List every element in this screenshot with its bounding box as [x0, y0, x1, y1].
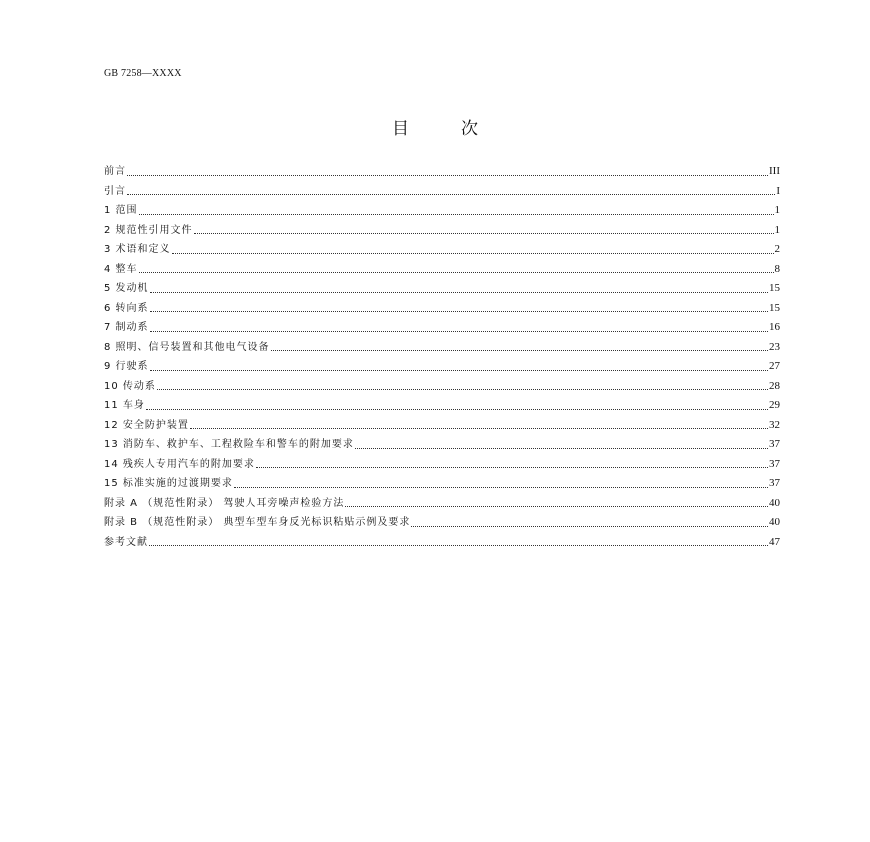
- toc-entry-page: 1: [774, 204, 780, 216]
- toc-leader-dots: [271, 350, 768, 351]
- toc-leader-dots: [146, 409, 768, 410]
- toc-entry[interactable]: [104, 240, 780, 260]
- toc-leader-dots: [150, 370, 768, 371]
- toc-entry-label: 参考文献: [104, 536, 148, 548]
- toc-entry[interactable]: [104, 162, 780, 182]
- toc-leader-dots: [157, 389, 768, 390]
- toc-entry-page: 23: [769, 340, 780, 353]
- toc-entry-page: 8: [774, 262, 780, 275]
- toc-entry-page: 2: [774, 243, 780, 255]
- toc-entry-page: 37: [769, 438, 780, 450]
- toc-leader-dots: [150, 292, 768, 293]
- toc-entry[interactable]: [104, 260, 780, 280]
- toc-entry[interactable]: [104, 513, 780, 533]
- toc-entry[interactable]: [104, 455, 780, 475]
- toc-entry-page: 16: [769, 321, 780, 333]
- toc-leader-dots: [411, 526, 768, 527]
- toc-entry-label: 1 范围: [104, 205, 138, 216]
- toc-entry[interactable]: [104, 338, 780, 358]
- table-of-contents: [104, 162, 780, 552]
- toc-entry-page: 15: [769, 282, 780, 294]
- toc-entry-label: 11 车身: [104, 400, 145, 411]
- toc-leader-dots: [150, 311, 768, 312]
- toc-leader-dots: [355, 448, 768, 449]
- toc-leader-dots: [127, 175, 768, 176]
- toc-entry-label: 引言: [104, 185, 126, 197]
- toc-entry-label: 附录 B （规范性附录） 典型车型车身反光标识粘贴示例及要求: [104, 517, 411, 528]
- toc-entry-label: 8 照明、信号装置和其他电气设备: [104, 341, 270, 353]
- toc-entry-page: I: [776, 184, 780, 197]
- toc-entry-label: 9 行驶系: [104, 361, 149, 372]
- toc-leader-dots: [345, 506, 768, 507]
- toc-entry-label: 附录 A （规范性附录） 驾驶人耳旁噪声检验方法: [104, 497, 345, 509]
- toc-entry[interactable]: [104, 533, 780, 553]
- toc-leader-dots: [150, 331, 768, 332]
- toc-entry[interactable]: [104, 299, 780, 319]
- toc-leader-dots: [127, 194, 775, 195]
- toc-entry-page: 27: [769, 360, 780, 372]
- toc-entry-label: 13 消防车、救护车、工程救险车和警车的附加要求: [104, 439, 354, 450]
- toc-entry-label: 7 制动系: [104, 322, 149, 333]
- toc-entry-label: 前言: [104, 166, 126, 177]
- toc-leader-dots: [149, 545, 768, 546]
- toc-entry-label: 4 整车: [104, 263, 138, 275]
- toc-leader-dots: [139, 214, 774, 215]
- toc-title-char-2: 次: [461, 119, 478, 139]
- toc-leader-dots: [139, 272, 774, 273]
- toc-entry-label: 2 规范性引用文件: [104, 224, 193, 236]
- toc-entry[interactable]: [104, 318, 780, 338]
- toc-entry[interactable]: [104, 377, 780, 397]
- toc-entry-label: 3 术语和定义: [104, 244, 171, 255]
- toc-entry[interactable]: [104, 396, 780, 416]
- toc-entry-page: 1: [774, 223, 780, 236]
- toc-entry-page: 29: [769, 399, 780, 411]
- toc-entry-page: III: [769, 165, 780, 177]
- toc-entry-label: 12 安全防护装置: [104, 419, 189, 431]
- toc-leader-dots: [234, 487, 768, 488]
- toc-entry[interactable]: [104, 474, 780, 494]
- toc-entry-label: 14 残疾人专用汽车的附加要求: [104, 458, 255, 470]
- toc-leader-dots: [194, 233, 774, 234]
- toc-entry-label: 15 标准实施的过渡期要求: [104, 478, 233, 489]
- toc-entry[interactable]: [104, 494, 780, 514]
- toc-entry-page: 28: [769, 379, 780, 392]
- toc-entry-page: 37: [769, 457, 780, 470]
- toc-entry-page: 47: [769, 535, 780, 548]
- toc-entry-page: 15: [769, 301, 780, 314]
- toc-title-char-1: 目: [392, 119, 409, 139]
- toc-entry-page: 40: [769, 496, 780, 509]
- toc-entry[interactable]: [104, 201, 780, 221]
- document-code: GB 7258—XXXX: [104, 68, 182, 79]
- toc-entry[interactable]: [104, 279, 780, 299]
- toc-entry-label: 6 转向系: [104, 302, 149, 314]
- toc-entry-label: 5 发动机: [104, 283, 149, 294]
- toc-leader-dots: [190, 428, 768, 429]
- toc-entry[interactable]: [104, 435, 780, 455]
- toc-leader-dots: [172, 253, 774, 254]
- toc-entry[interactable]: [104, 416, 780, 436]
- toc-entry[interactable]: [104, 357, 780, 377]
- toc-entry-page: 32: [769, 418, 780, 431]
- toc-title: [0, 114, 870, 139]
- toc-entry[interactable]: [104, 221, 780, 241]
- toc-entry-page: 40: [769, 516, 780, 528]
- toc-entry-page: 37: [769, 477, 780, 489]
- toc-entry-label: 10 传动系: [104, 380, 156, 392]
- toc-entry[interactable]: [104, 182, 780, 202]
- toc-leader-dots: [256, 467, 768, 468]
